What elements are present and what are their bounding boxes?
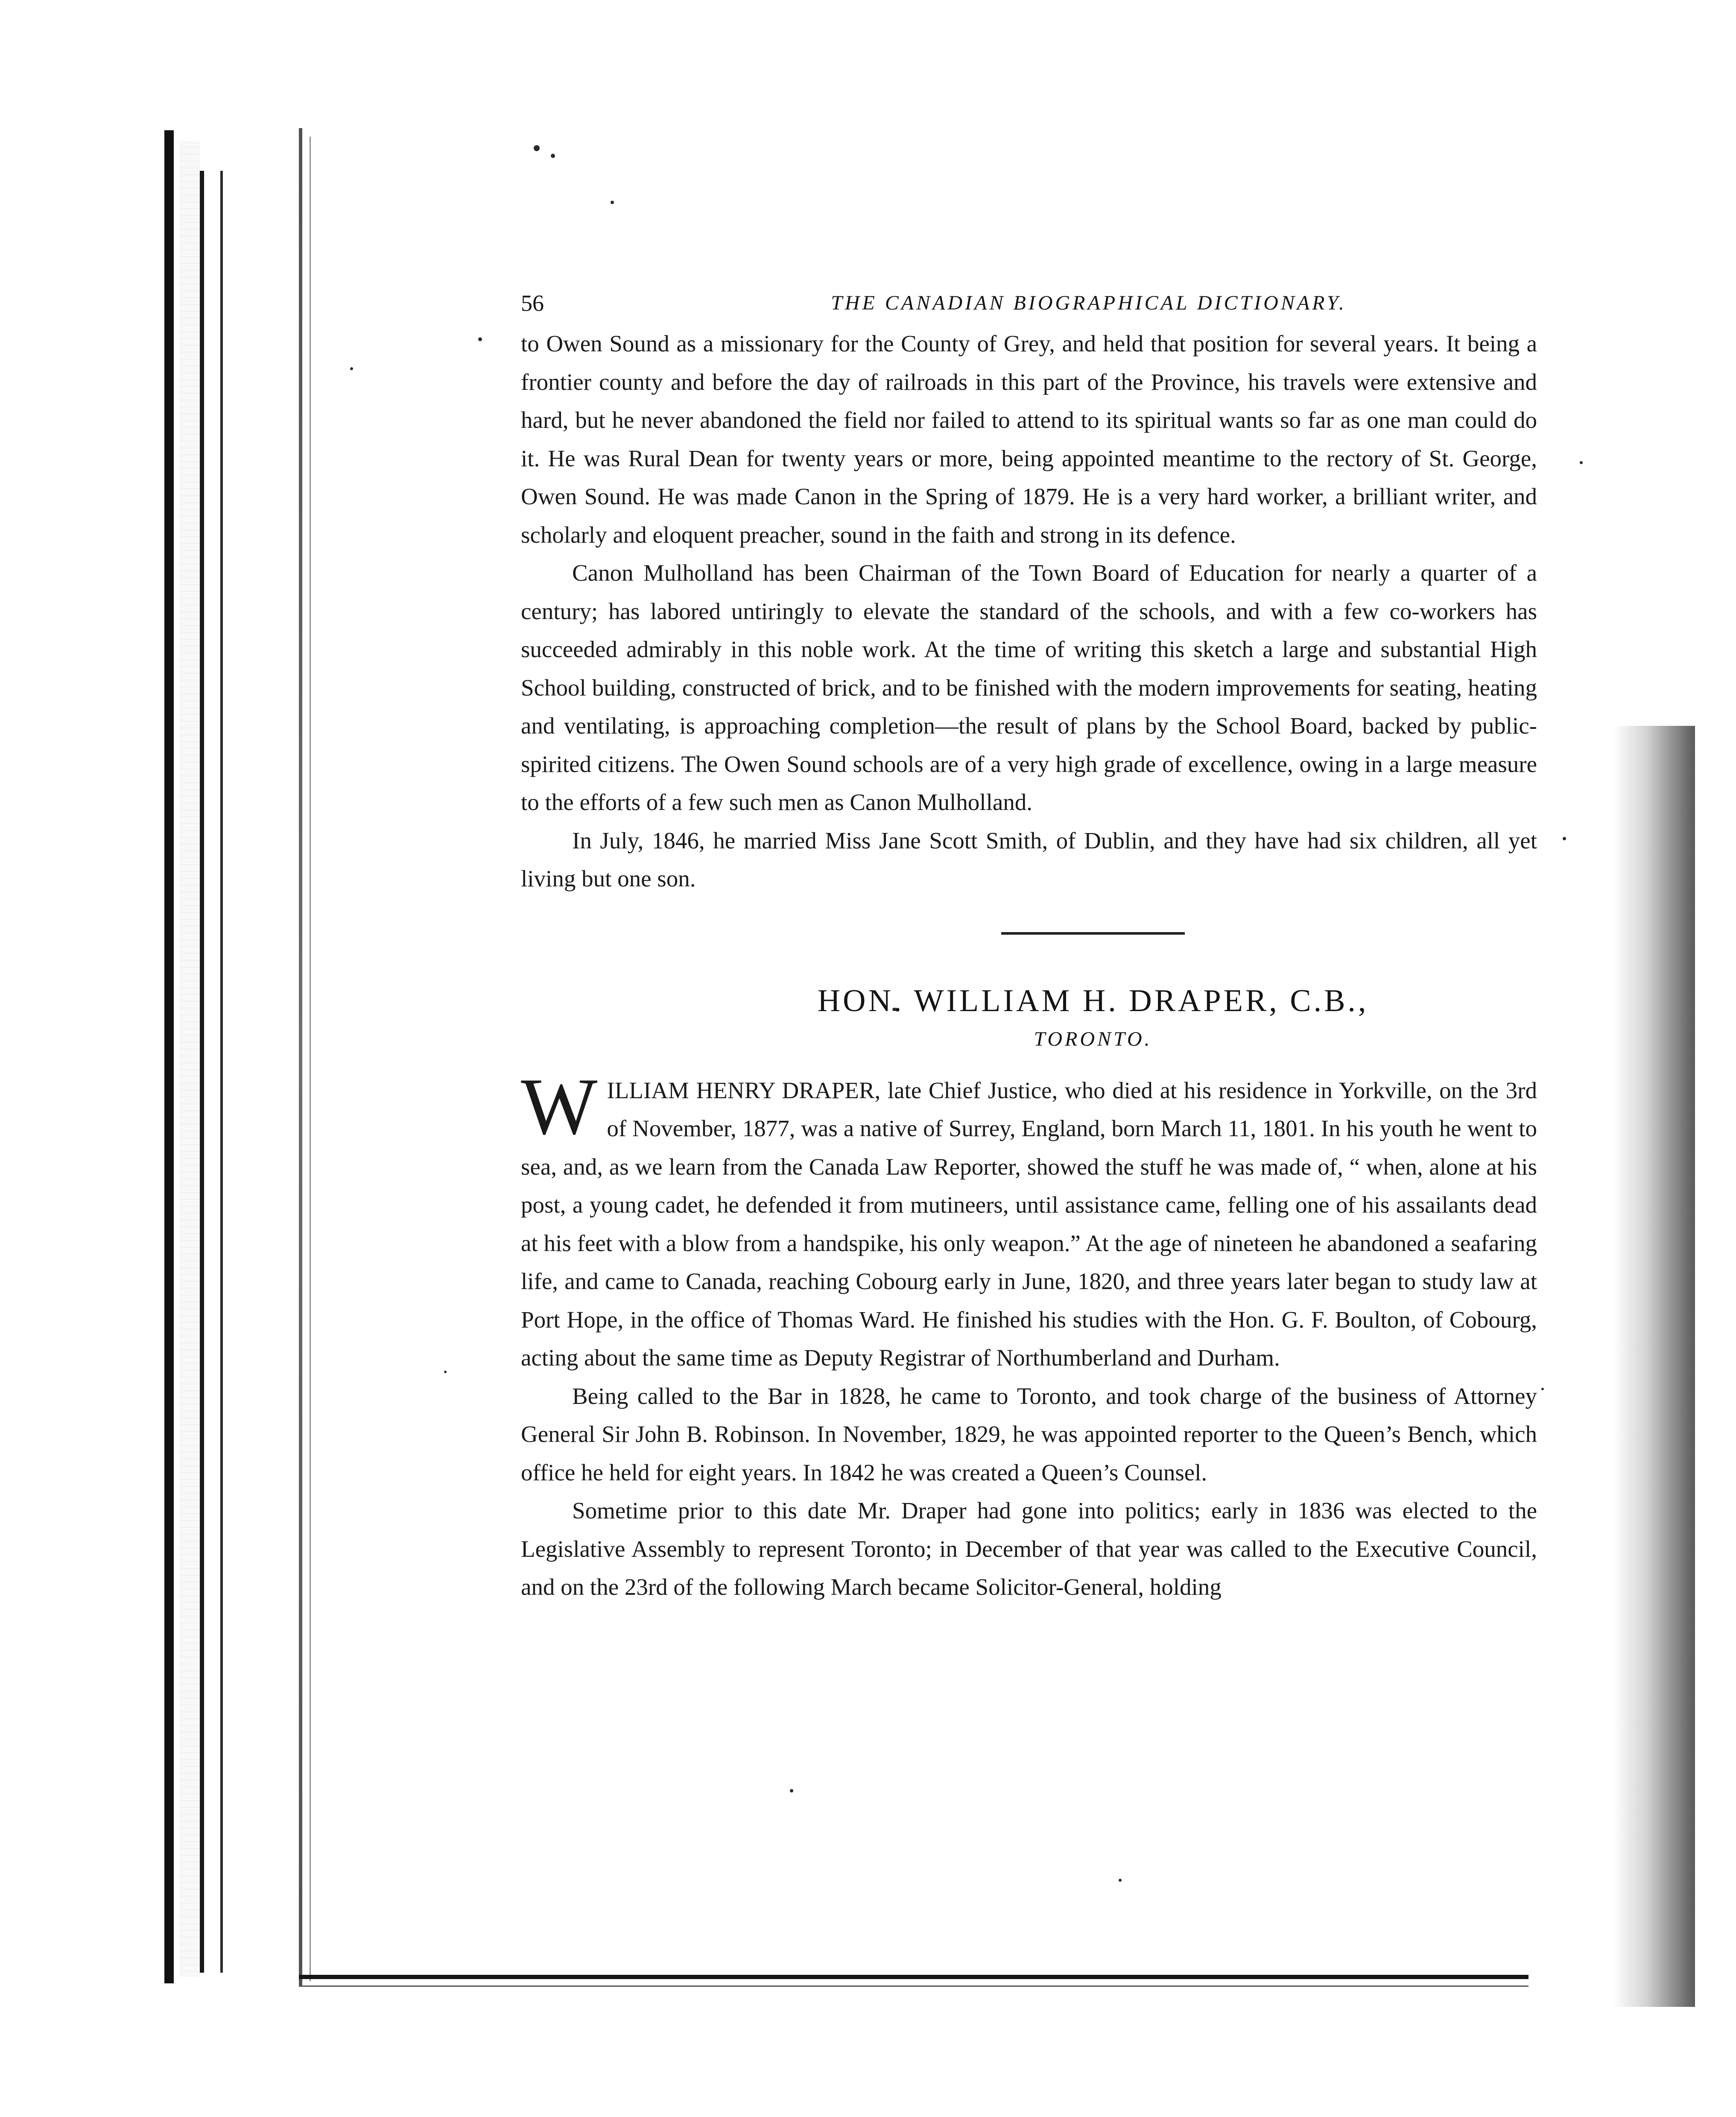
draper-place: TORONTO. xyxy=(1034,1027,1152,1050)
mulholland-paragraph-3: In July, 1846, he married Miss Jane Scott Smith, of Dublin, and they have had six children, all yet living but one son. xyxy=(521,827,1537,892)
draper-heading: HON. WILLIAM H. DRAPER, C.B., xyxy=(817,983,1369,1018)
mulholland-paragraph-1: to Owen Sound as a missionary for the County of Grey, and held that position for several years. It being a frontier county and before the day of railroads in this part of the Province, his travels were extensive and hard, but he never abandoned the field nor failed to attend to its spiritual wants so far as one man could do it. He was Rural Dean for twenty years or more, being appointed meantime to the rectory of St. George, Owen Sound. He was made Canon in the Spring of 1879. He is a very hard worker, a brilliant writer, and scholarly and eloquent preacher, sound in the faith and strong in its defence. xyxy=(521,330,1537,548)
gutter-rule xyxy=(299,128,302,1985)
draper-paragraph-1-text: ILLIAM HENRY DRAPER, late Chief Justice, who died at his residence in Yorkville, on the 3rd of November, 1877, was a native of Surrey, England, born March 11, 1801. In his youth he went to sea, and, as we learn from the Canada Law Reporter, showed the stuff he was made of, “ when, alone at his post, a young cadet, he defended it from mutineers, until assistance came, felling one of his assailants dead at his feet with a blow from a handspike, his only weapon.” At the age of nineteen he abandoned a seafaring life, and came to Canada, reaching Cobourg early in June, 1820, and three years later began to study law at Port Hope, in the office of Thomas Ward. He finished his studies with the Hon. G. F. Boulton, of Cobourg, acting about the same time as Deputy Registrar of Northumberland and Durham. xyxy=(521,1077,1537,1371)
binding-edge xyxy=(164,130,174,1983)
mulholland-paragraph-2: Canon Mulholland has been Chairman of the Town Board of Education for nearly a quarter of a century; has labored untiringly to elevate the standard of the schools, and with a few co-workers has succeeded admirably in this noble work. At the time of writing this sketch a large and substantial High School building, constructed of brick, and to be finished with the modern improvements for seating, heating and ventilating, is approaching completion—the result of plans by the School Board, backed by public-spirited citizens. The Owen Sound schools are of a very high grade of excellence, owing in a large measure to the efforts of a few such men as Canon Mulholland. xyxy=(521,560,1537,815)
draper-paragraph-2: Being called to the Bar in 1828, he came to Toronto, and took charge of the business of Attorney General Sir John B. Robinson. In November, 1829, he was appointed reporter to the Queen’s Bench, which office he held for eight years. In 1842 he was created a Queen’s Counsel. xyxy=(521,1383,1537,1485)
page-number: 56 xyxy=(521,290,544,316)
section-separator xyxy=(1001,932,1185,935)
binding-texture xyxy=(179,141,200,1977)
draper-paragraph-3: Sometime prior to this date Mr. Draper had gone into politics; early in 1836 was elected to the Legislative Assembly to represent Toronto; in December of that year was called to the Executive Council, and on the 23rd of the following March became Solicitor-General, holding xyxy=(521,1497,1537,1600)
gutter-rule-thin xyxy=(310,137,311,1981)
page-text-block xyxy=(521,282,1537,1606)
draper-paragraph-1 xyxy=(521,1061,1537,1377)
drop-cap: W xyxy=(521,1061,598,1152)
binding-inner-edge xyxy=(200,171,223,1973)
bottom-rule-thin xyxy=(299,1985,1528,1987)
page-edge-shadow xyxy=(1614,726,1695,2007)
running-head xyxy=(521,282,1537,325)
bottom-rule xyxy=(299,1975,1528,1979)
running-head-title: THE CANADIAN BIOGRAPHICAL DICTIONARY. xyxy=(831,292,1347,314)
